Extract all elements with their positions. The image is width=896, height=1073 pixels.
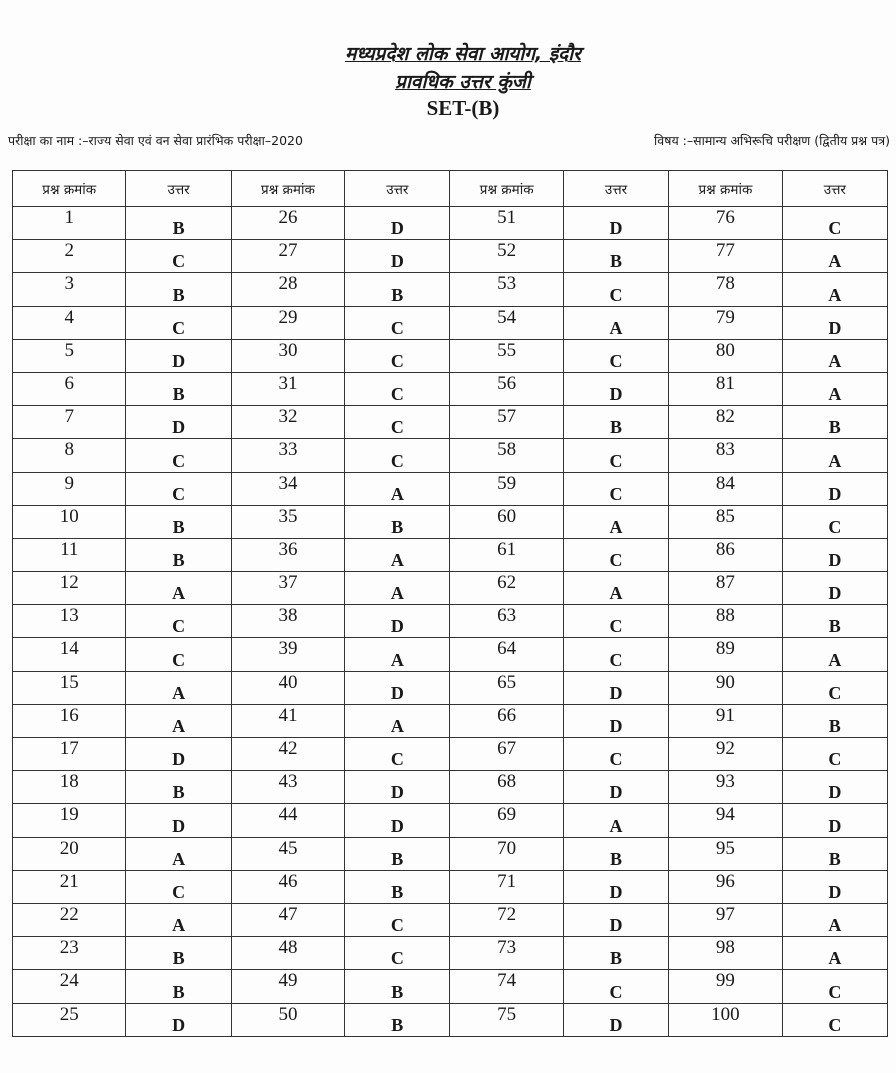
column-header-question-number: प्रश्न क्रमांक (231, 171, 344, 207)
question-number-cell: 35 (231, 505, 344, 538)
answer-cell: D (782, 538, 887, 571)
question-number-cell: 46 (231, 870, 344, 903)
answer-cell: B (563, 240, 668, 273)
answer-cell: A (345, 472, 450, 505)
question-number-cell: 21 (13, 870, 126, 903)
table-row (13, 837, 888, 870)
answer-cell: D (126, 406, 231, 439)
answer-cell: D (345, 804, 450, 837)
question-number-cell: 17 (13, 738, 126, 771)
question-number-cell: 39 (231, 638, 344, 671)
table-row (13, 1003, 888, 1036)
answer-cell: A (126, 837, 231, 870)
table-row (13, 439, 888, 472)
answer-cell: C (345, 439, 450, 472)
question-number-cell: 5 (13, 339, 126, 372)
table-row (13, 704, 888, 737)
question-number-cell: 7 (13, 406, 126, 439)
question-number-cell: 27 (231, 240, 344, 273)
question-number-cell: 4 (13, 306, 126, 339)
answer-cell: A (563, 505, 668, 538)
table-header-row (13, 171, 888, 207)
table-row (13, 870, 888, 903)
column-header-answer: उत्तर (126, 171, 231, 207)
answer-cell: A (126, 671, 231, 704)
answer-cell: A (345, 704, 450, 737)
question-number-cell: 24 (13, 970, 126, 1003)
question-number-cell: 57 (450, 406, 563, 439)
table-row (13, 240, 888, 273)
question-number-cell: 70 (450, 837, 563, 870)
answer-cell: A (782, 439, 887, 472)
question-number-cell: 65 (450, 671, 563, 704)
answer-cell: B (563, 837, 668, 870)
document-title: प्रावधिक उत्तर कुंजी (395, 71, 531, 93)
answer-cell: C (345, 339, 450, 372)
question-number-cell: 2 (13, 240, 126, 273)
table-row (13, 538, 888, 571)
answer-cell: A (782, 903, 887, 936)
answer-cell: D (126, 738, 231, 771)
answer-cell: C (563, 638, 668, 671)
answer-cell: D (126, 1003, 231, 1036)
question-number-cell: 14 (13, 638, 126, 671)
answer-cell: C (563, 970, 668, 1003)
answer-cell: D (782, 771, 887, 804)
table-row (13, 505, 888, 538)
answer-cell: B (126, 937, 231, 970)
answer-cell: C (782, 505, 887, 538)
answer-cell: D (345, 240, 450, 273)
answer-cell: C (126, 306, 231, 339)
question-number-cell: 90 (669, 671, 782, 704)
question-number-cell: 67 (450, 738, 563, 771)
question-number-cell: 9 (13, 472, 126, 505)
question-number-cell: 37 (231, 572, 344, 605)
answer-cell: A (345, 638, 450, 671)
organization-title: मध्यप्रदेश लोक सेवा आयोग, इंदौर (345, 43, 581, 65)
question-number-cell: 26 (231, 207, 344, 240)
question-number-cell: 82 (669, 406, 782, 439)
answer-cell: D (563, 903, 668, 936)
table-row (13, 970, 888, 1003)
question-number-cell: 92 (669, 738, 782, 771)
table-row (13, 937, 888, 970)
question-number-cell: 8 (13, 439, 126, 472)
answer-cell: A (782, 638, 887, 671)
question-number-cell: 16 (13, 704, 126, 737)
question-number-cell: 96 (669, 870, 782, 903)
question-number-cell: 58 (450, 439, 563, 472)
question-number-cell: 3 (13, 273, 126, 306)
answer-cell: C (126, 605, 231, 638)
answer-cell: C (563, 538, 668, 571)
answer-cell: B (563, 937, 668, 970)
question-number-cell: 19 (13, 804, 126, 837)
answer-cell: A (126, 903, 231, 936)
answer-cell: D (782, 870, 887, 903)
table-row (13, 804, 888, 837)
answer-cell: C (782, 970, 887, 1003)
table-row (13, 671, 888, 704)
answer-cell: D (345, 671, 450, 704)
question-number-cell: 52 (450, 240, 563, 273)
answer-cell: C (563, 738, 668, 771)
question-number-cell: 76 (669, 207, 782, 240)
answer-cell: D (782, 572, 887, 605)
answer-cell: A (126, 572, 231, 605)
answer-cell: C (126, 870, 231, 903)
question-number-cell: 45 (231, 837, 344, 870)
question-number-cell: 78 (669, 273, 782, 306)
question-number-cell: 84 (669, 472, 782, 505)
answer-cell: C (126, 240, 231, 273)
answer-cell: B (126, 538, 231, 571)
answer-cell: C (126, 638, 231, 671)
question-number-cell: 64 (450, 638, 563, 671)
answer-cell: C (345, 406, 450, 439)
question-number-cell: 11 (13, 538, 126, 571)
answer-cell: C (563, 605, 668, 638)
question-number-cell: 85 (669, 505, 782, 538)
question-number-cell: 20 (13, 837, 126, 870)
table-row (13, 638, 888, 671)
answer-key-table (12, 170, 888, 1037)
question-number-cell: 95 (669, 837, 782, 870)
question-number-cell: 98 (669, 937, 782, 970)
answer-cell: B (345, 837, 450, 870)
question-number-cell: 55 (450, 339, 563, 372)
table-body (13, 207, 888, 1037)
answer-cell: A (563, 572, 668, 605)
answer-cell: D (345, 207, 450, 240)
answer-cell: D (345, 605, 450, 638)
answer-cell: A (782, 273, 887, 306)
answer-cell: D (345, 771, 450, 804)
question-number-cell: 34 (231, 472, 344, 505)
question-number-cell: 12 (13, 572, 126, 605)
answer-cell: B (345, 273, 450, 306)
answer-cell: B (126, 207, 231, 240)
question-number-cell: 83 (669, 439, 782, 472)
question-number-cell: 97 (669, 903, 782, 936)
question-number-cell: 33 (231, 439, 344, 472)
question-number-cell: 88 (669, 605, 782, 638)
answer-cell: A (563, 804, 668, 837)
question-number-cell: 75 (450, 1003, 563, 1036)
column-header-answer: उत्तर (345, 171, 450, 207)
answer-cell: D (563, 1003, 668, 1036)
table-row (13, 771, 888, 804)
question-number-cell: 80 (669, 339, 782, 372)
question-number-cell: 71 (450, 870, 563, 903)
answer-cell: A (126, 704, 231, 737)
question-number-cell: 59 (450, 472, 563, 505)
table-row (13, 306, 888, 339)
question-number-cell: 36 (231, 538, 344, 571)
question-number-cell: 77 (669, 240, 782, 273)
answer-cell: B (126, 771, 231, 804)
answer-cell: A (345, 538, 450, 571)
question-number-cell: 62 (450, 572, 563, 605)
question-number-cell: 72 (450, 903, 563, 936)
exam-name: परीक्षा का नाम :–राज्य सेवा एवं वन सेवा प्रारंभिक परीक्षा–2020 (8, 133, 303, 148)
question-number-cell: 25 (13, 1003, 126, 1036)
question-number-cell: 47 (231, 903, 344, 936)
answer-cell: B (782, 406, 887, 439)
answer-cell: D (563, 207, 668, 240)
question-number-cell: 89 (669, 638, 782, 671)
table-row (13, 903, 888, 936)
answer-cell: C (345, 738, 450, 771)
answer-cell: A (782, 372, 887, 405)
question-number-cell: 49 (231, 970, 344, 1003)
question-number-cell: 66 (450, 704, 563, 737)
answer-cell: D (563, 870, 668, 903)
answer-cell: B (126, 372, 231, 405)
question-number-cell: 32 (231, 406, 344, 439)
answer-cell: B (345, 970, 450, 1003)
answer-cell: C (345, 937, 450, 970)
answer-cell: B (126, 273, 231, 306)
question-number-cell: 69 (450, 804, 563, 837)
question-number-cell: 38 (231, 605, 344, 638)
answer-cell: C (563, 472, 668, 505)
answer-cell: C (782, 738, 887, 771)
question-number-cell: 74 (450, 970, 563, 1003)
table-row (13, 273, 888, 306)
question-number-cell: 53 (450, 273, 563, 306)
answer-cell: D (782, 306, 887, 339)
question-number-cell: 6 (13, 372, 126, 405)
question-number-cell: 87 (669, 572, 782, 605)
answer-cell: C (782, 671, 887, 704)
answer-cell: C (782, 1003, 887, 1036)
answer-cell: D (563, 704, 668, 737)
column-header-answer: उत्तर (782, 171, 887, 207)
question-number-cell: 86 (669, 538, 782, 571)
answer-cell: C (563, 339, 668, 372)
question-number-cell: 1 (13, 207, 126, 240)
question-number-cell: 100 (669, 1003, 782, 1036)
table-row (13, 472, 888, 505)
answer-cell: B (345, 1003, 450, 1036)
column-header-question-number: प्रश्न क्रमांक (450, 171, 563, 207)
question-number-cell: 43 (231, 771, 344, 804)
table-row (13, 207, 888, 240)
answer-cell: C (126, 439, 231, 472)
question-number-cell: 79 (669, 306, 782, 339)
answer-cell: D (563, 771, 668, 804)
table-row (13, 605, 888, 638)
answer-cell: D (563, 372, 668, 405)
question-number-cell: 51 (450, 207, 563, 240)
question-number-cell: 15 (13, 671, 126, 704)
answer-cell: B (345, 505, 450, 538)
question-number-cell: 63 (450, 605, 563, 638)
question-number-cell: 54 (450, 306, 563, 339)
answer-cell: D (782, 472, 887, 505)
answer-cell: C (563, 439, 668, 472)
question-number-cell: 93 (669, 771, 782, 804)
question-number-cell: 60 (450, 505, 563, 538)
question-number-cell: 42 (231, 738, 344, 771)
answer-cell: D (126, 339, 231, 372)
answer-cell: C (345, 903, 450, 936)
answer-cell: A (782, 339, 887, 372)
question-number-cell: 29 (231, 306, 344, 339)
table-row (13, 738, 888, 771)
question-number-cell: 99 (669, 970, 782, 1003)
question-number-cell: 13 (13, 605, 126, 638)
column-header-question-number: प्रश्न क्रमांक (13, 171, 126, 207)
question-number-cell: 28 (231, 273, 344, 306)
answer-cell: D (126, 804, 231, 837)
answer-cell: C (126, 472, 231, 505)
question-number-cell: 48 (231, 937, 344, 970)
question-number-cell: 40 (231, 671, 344, 704)
answer-cell: D (782, 804, 887, 837)
subject-name: विषय :–सामान्य अभिरूचि परीक्षण (द्वितीय प्रश्न पत्र) (654, 133, 890, 148)
answer-cell: C (345, 372, 450, 405)
question-number-cell: 50 (231, 1003, 344, 1036)
question-number-cell: 44 (231, 804, 344, 837)
question-number-cell: 31 (231, 372, 344, 405)
answer-cell: D (563, 671, 668, 704)
answer-cell: B (126, 970, 231, 1003)
answer-cell: B (782, 704, 887, 737)
answer-cell: B (782, 837, 887, 870)
question-number-cell: 10 (13, 505, 126, 538)
set-label: SET-(B) (426, 96, 500, 120)
question-number-cell: 23 (13, 937, 126, 970)
question-number-cell: 22 (13, 903, 126, 936)
table-row (13, 406, 888, 439)
column-header-answer: उत्तर (563, 171, 668, 207)
question-number-cell: 41 (231, 704, 344, 737)
table-row (13, 372, 888, 405)
answer-cell: B (563, 406, 668, 439)
answer-cell: C (345, 306, 450, 339)
answer-cell: C (782, 207, 887, 240)
question-number-cell: 94 (669, 804, 782, 837)
question-number-cell: 68 (450, 771, 563, 804)
question-number-cell: 30 (231, 339, 344, 372)
question-number-cell: 81 (669, 372, 782, 405)
question-number-cell: 61 (450, 538, 563, 571)
table-row (13, 339, 888, 372)
question-number-cell: 56 (450, 372, 563, 405)
answer-cell: A (782, 937, 887, 970)
answer-cell: C (563, 273, 668, 306)
table-row (13, 572, 888, 605)
answer-cell: B (782, 605, 887, 638)
column-header-question-number: प्रश्न क्रमांक (669, 171, 782, 207)
question-number-cell: 91 (669, 704, 782, 737)
answer-cell: A (345, 572, 450, 605)
answer-cell: B (345, 870, 450, 903)
answer-cell: A (782, 240, 887, 273)
question-number-cell: 73 (450, 937, 563, 970)
question-number-cell: 18 (13, 771, 126, 804)
answer-cell: A (563, 306, 668, 339)
answer-cell: B (126, 505, 231, 538)
